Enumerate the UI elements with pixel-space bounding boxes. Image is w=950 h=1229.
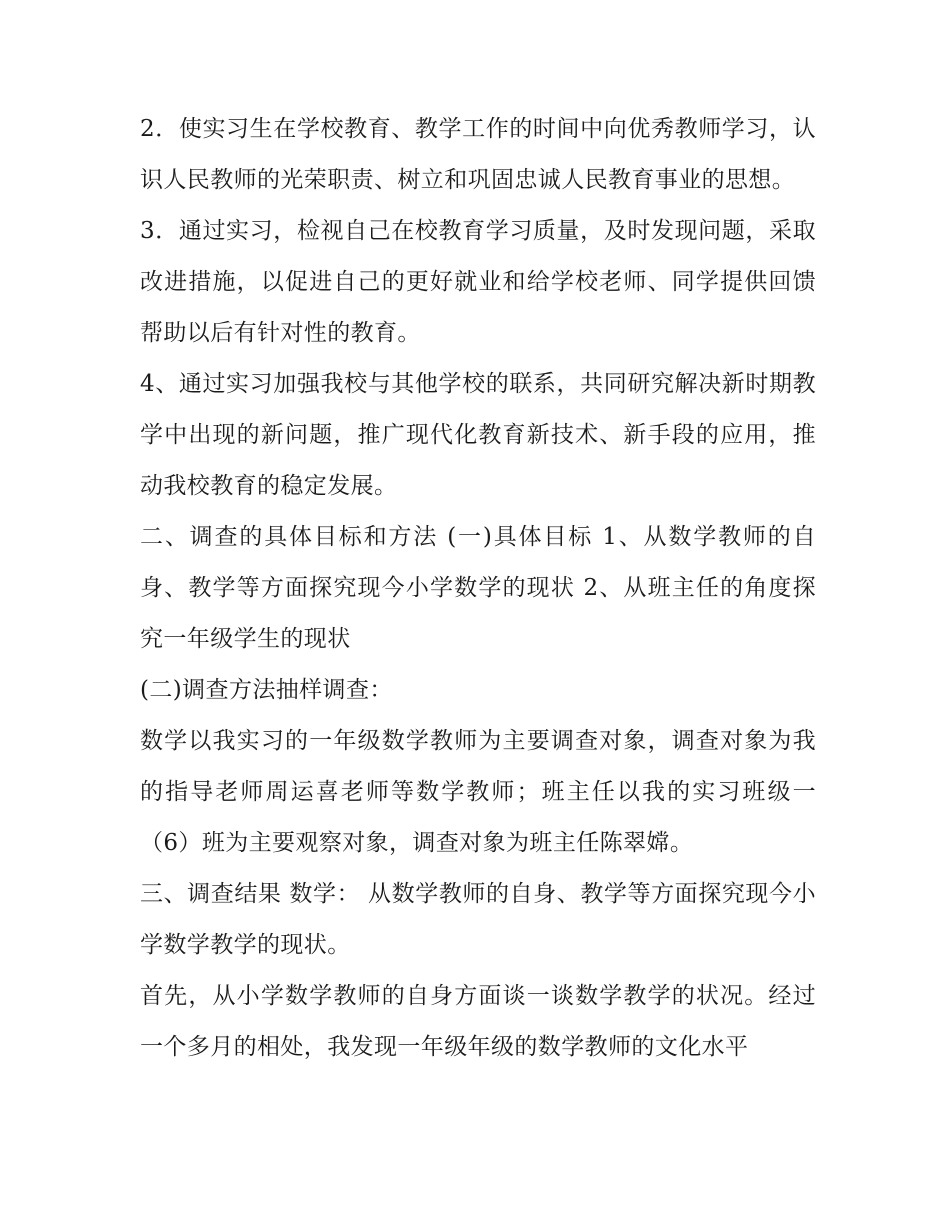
paragraph-goal-3: 3．通过实习，检视自己在校教育学习质量，及时发现问题，采取改进措施，以促进自己的更好就业和给学校老师、同学提供回馈帮助以后有针对性的教育。: [140, 218, 816, 346]
paragraph-survey-subjects: 数学以我实习的一年级数学教师为主要调查对象，调查对象为我的指导老师周运喜老师等数学教师；班主任以我的实习班级一（6）班为主要观察对象，调查对象为班主任陈翠嫦。: [140, 728, 816, 856]
paragraph-section-3-heading: 三、调查结果 数学： 从数学教师的自身、教学等方面探究现今小学数学教学的现状。: [140, 881, 816, 958]
paragraph-findings-intro: 首先，从小学数学教师的自身方面谈一谈数学教学的状况。经过一个多月的相处，我发现一年级年级的数学教师的文化水平: [140, 983, 816, 1060]
paragraph-section-2-heading: 二、调查的具体目标和方法 (一)具体目标 1、从数学教师的自身、教学等方面探究现今小学数学的现状 2、从班主任的角度探究一年级学生的现状: [140, 524, 816, 652]
paragraph-goal-2: 2．使实习生在学校教育、教学工作的时间中向优秀教师学习，认识人民教师的光荣职责、树立和巩固忠诚人民教育事业的思想。: [140, 116, 816, 193]
paragraph-survey-method: (二)调查方法抽样调查：: [140, 677, 393, 703]
document-page: [140, 104, 816, 1073]
paragraph-goal-4: 4、通过实习加强我校与其他学校的联系，共同研究解决新时期教学中出现的新问题，推广现代化教育新技术、新手段的应用，推动我校教育的稳定发展。: [140, 371, 816, 499]
